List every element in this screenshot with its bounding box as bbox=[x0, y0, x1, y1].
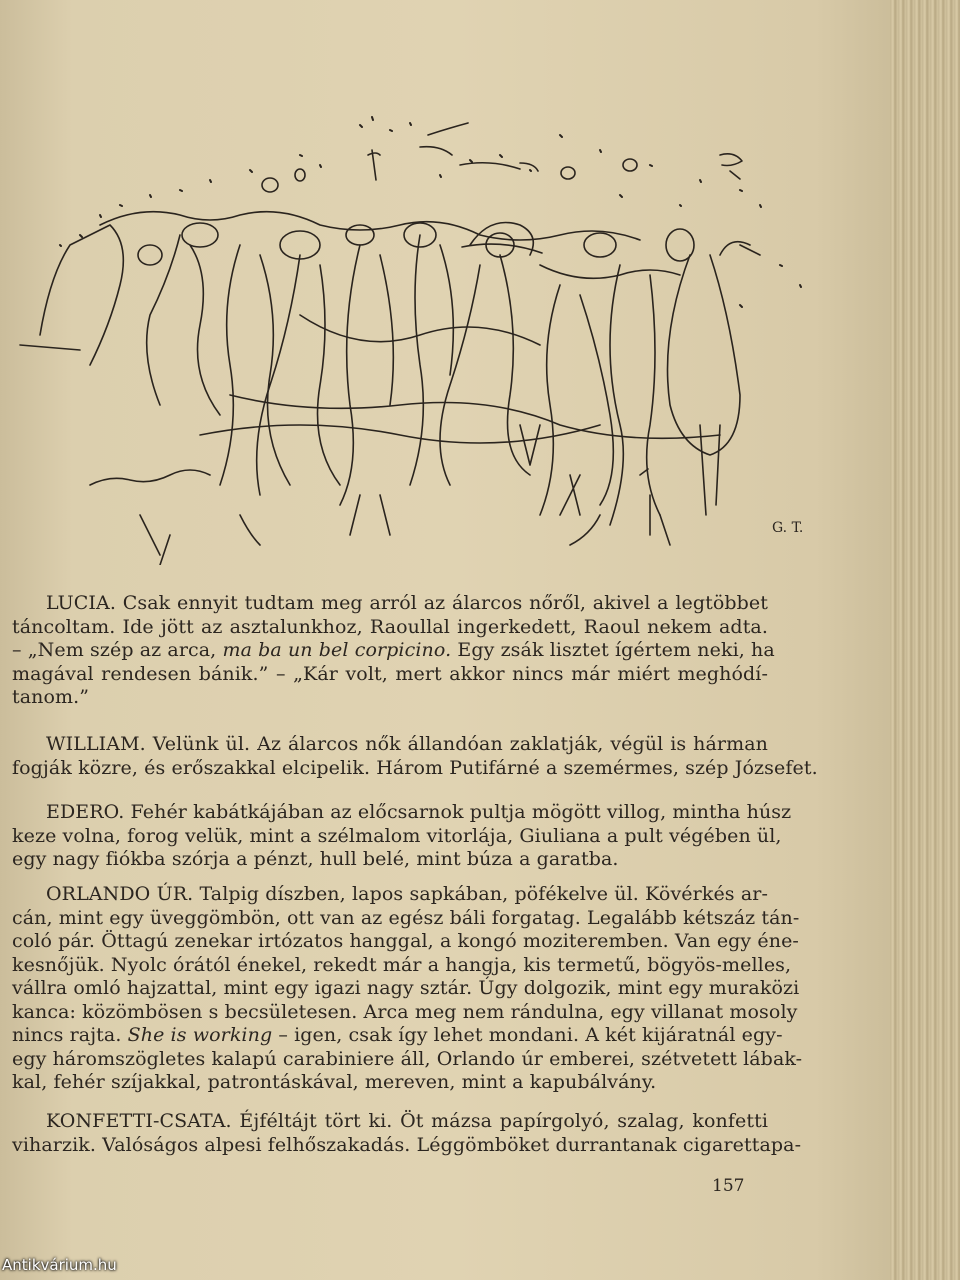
text-line: tanom.” bbox=[12, 686, 90, 708]
text-line: egy háromszögletes kalapú carabiniere áll, Orlando úr emberei, szétvetett lábak- bbox=[12, 1047, 803, 1070]
text-line: kal, fehér szíjakkal, patrontáskával, mereven, mint a kapubálvány. bbox=[12, 1071, 657, 1093]
text-line: cán, mint egy üveggömbön, ott van az egész báli forgatag. Legalább kétszáz tán- bbox=[12, 906, 800, 929]
watermark: Antikvárium.hu bbox=[2, 1256, 117, 1274]
text-line: – „Nem szép az arca, ma ba un bel corpicino. Egy zsák lisztet ígértem neki, ha bbox=[12, 639, 775, 661]
paragraph bbox=[12, 801, 792, 872]
paragraph bbox=[12, 592, 775, 710]
paragraph bbox=[12, 883, 803, 1095]
text-line: kesnőjük. Nyolc órától énekel, rekedt már a hangja, kis termetű, bögyös-melles, bbox=[12, 953, 792, 976]
text-line: viharzik. Valóságos alpesi felhőszakadás. Léggömböket durrantanak cigarettapa- bbox=[12, 1133, 802, 1156]
page-number: 157 bbox=[712, 1176, 745, 1196]
text-line: táncoltam. Ide jött az asztalunkhoz, Raoullal ingerkedett, Raoul nekem adta. bbox=[12, 615, 768, 638]
text-line: kanca: közömbösen s becsületesen. Arca meg nem rándulna, egy villanat mosoly bbox=[12, 1000, 798, 1023]
text-line: nincs rajta. She is working – igen, csak így lehet mondani. A két kijáratnál egy- bbox=[12, 1024, 783, 1046]
page-stack-edge bbox=[890, 0, 960, 1280]
text-line: magával rendesen bánik.” – „Kár volt, mert akkor nincs már miért meghódí- bbox=[12, 662, 768, 685]
text-line: egy nagy fiókba szórja a pénzt, hull belé, mint búza a garatba. bbox=[12, 848, 619, 870]
text-line: fogják közre, és erőszakkal elcipelik. Három Putifárné a szemérmes, szép Józsefet. bbox=[12, 756, 818, 779]
text-line: KONFETTI-CSATA. Éjféltájt tört ki. Öt mázsa papírgolyó, szalag, konfetti bbox=[46, 1110, 768, 1132]
text-line: keze volna, forog velük, mint a szélmalom vitorlája, Giuliana a pult végében ül, bbox=[12, 824, 782, 847]
text-line: LUCIA. Csak ennyit tudtam meg arról az álarcos nőről, akivel a legtöbbet bbox=[46, 592, 768, 614]
paragraph bbox=[12, 733, 818, 780]
text-line: vállra omló hajzattal, mint egy igazi nagy sztár. Úgy dolgozik, mint egy muraközi bbox=[12, 977, 800, 999]
text-line: WILLIAM. Velünk ül. Az álarcos nők állandóan zaklatják, végül is hárman bbox=[46, 733, 768, 755]
text-line: coló pár. Öttagú zenekar irtózatos hanggal, a kongó moziteremben. Van egy éne- bbox=[12, 930, 799, 952]
text-line: EDERO. Fehér kabátkájában az előcsarnok pultja mögött villog, mintha húsz bbox=[46, 801, 792, 823]
dance-hall-illustration bbox=[0, 95, 860, 565]
artist-signature: G. T. bbox=[772, 520, 804, 536]
paragraph bbox=[12, 1110, 802, 1157]
text-line: ORLANDO ÚR. Talpig díszben, lapos sapkában, pöfékelve ül. Kövérkés ar- bbox=[46, 883, 768, 905]
